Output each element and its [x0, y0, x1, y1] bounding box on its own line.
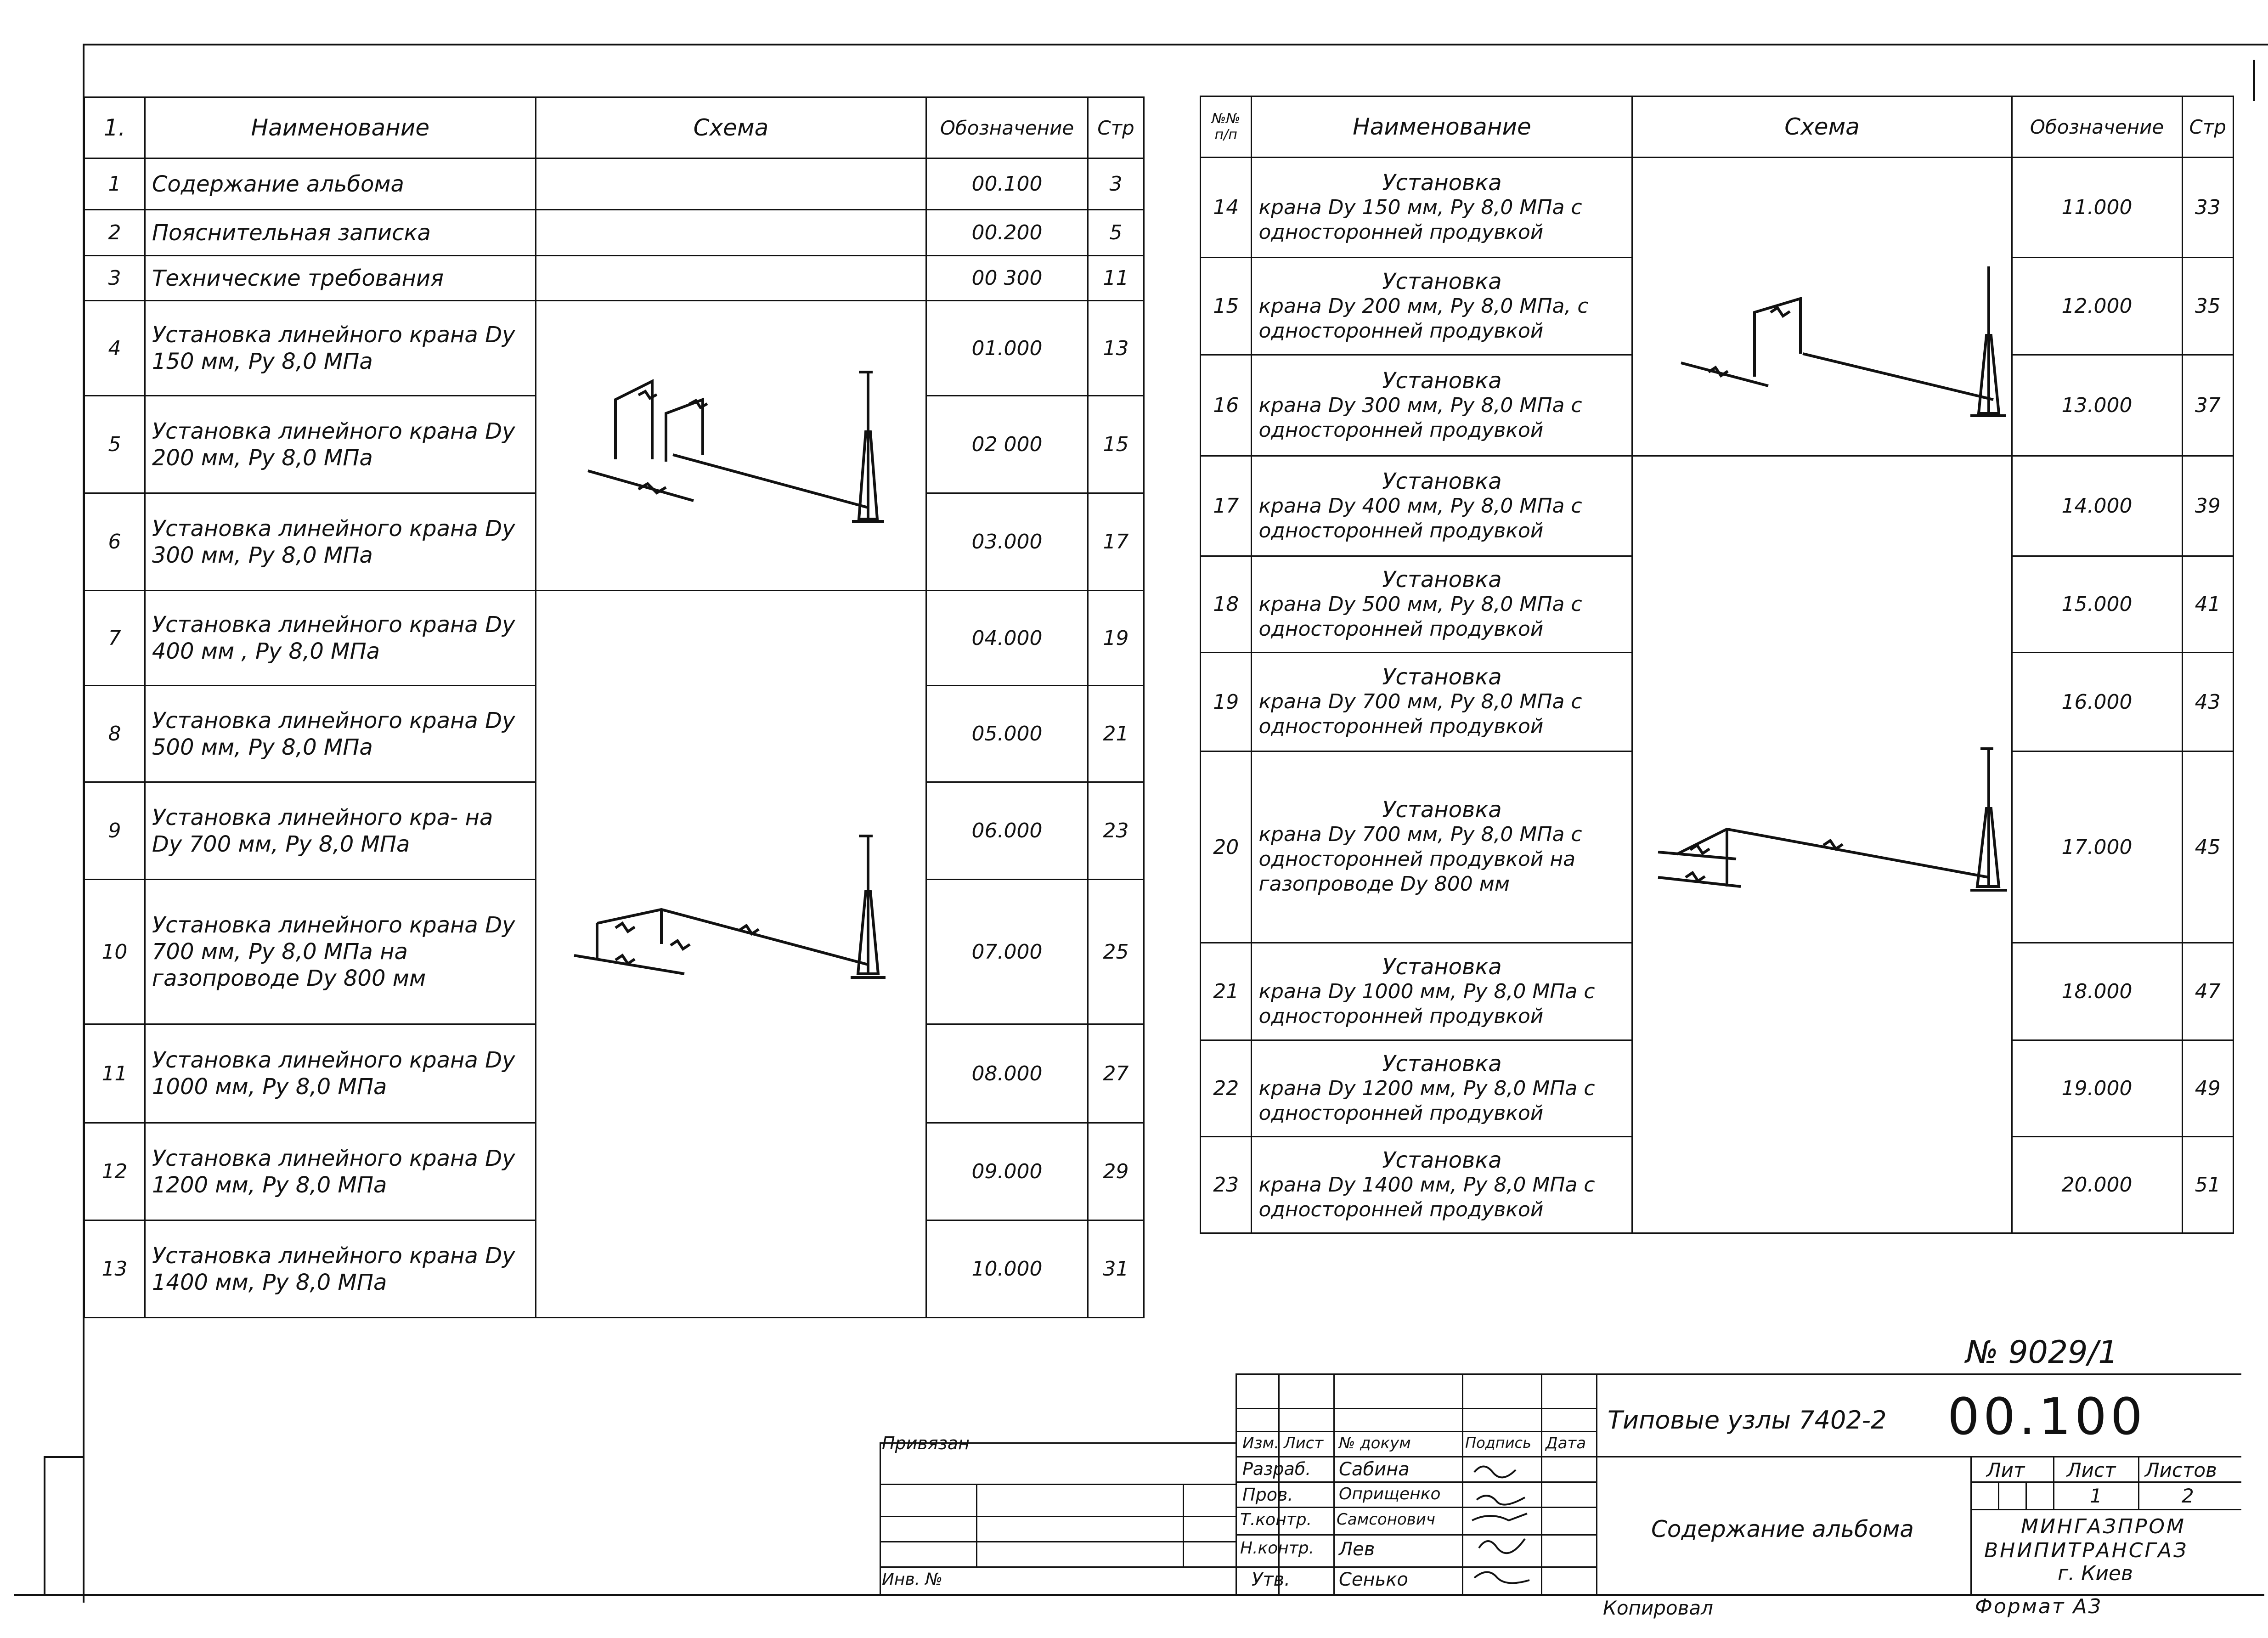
table-row: 11 Установка линейного крана Dу 1000 мм, Рy 8,0 МПа 08.000 27 [85, 1024, 1144, 1123]
table-row: 9 Установка линейного кра- на Dу 700 мм, Рy 8,0 МПа 06.000 23 [85, 782, 1144, 880]
sig-header-date: Дата [1546, 1434, 1586, 1452]
sig-header-list: Лист [1284, 1434, 1324, 1452]
table-row: 19 Установка крана Dу 700 мм, Рy 8,0 МПа с односторонней продувкой 16.000 43 [1201, 653, 2234, 751]
person-checker: Оприщенко [1339, 1485, 1441, 1503]
role-norm-control: Н.контр. [1240, 1539, 1315, 1558]
col-num-header: №№ п/п [1201, 96, 1252, 158]
table-row: 12 Установка линейного крана Dу 1200 мм, Рy 8,0 МПа 09.000 29 [85, 1123, 1144, 1220]
person-developer: Сабина [1339, 1459, 1410, 1480]
table-row: 6 Установка линейного крана Dу 300 мм, Рy 8,0 МПа 03.000 17 [85, 493, 1144, 591]
role-approver: Утв. [1252, 1569, 1290, 1590]
privyazan-label: Привязан [882, 1433, 970, 1453]
col-code-header: Обозначение [926, 97, 1088, 158]
person-approver: Сенько [1339, 1569, 1408, 1590]
inventory-label: Инв. № [882, 1570, 943, 1589]
table-row: 1 Содержание альбома 00.100 3 [85, 158, 1144, 210]
col-num-header: 1. [85, 97, 145, 158]
table-row: 18 Установка крана Dу 500 мм, Рy 8,0 МПа с односторонней продувкой 15.000 41 [1201, 556, 2234, 653]
series-title: Типовые узлы 7402-2 [1608, 1406, 1887, 1435]
table-row: 3 Технические требования 00 300 11 [85, 256, 1144, 301]
role-tech-control: Т.контр. [1240, 1510, 1312, 1529]
table-row: 13 Установка линейного крана Dу 1400 мм, Рy 8,0 МПа 10.000 31 [85, 1220, 1144, 1318]
sheets-count: 2 [2182, 1485, 2194, 1507]
scheme-drawing-valve-riser [583, 363, 905, 537]
table-row: 2 Пояснительная записка 00.200 5 [85, 210, 1144, 256]
col-code-header: Обозначение [2012, 96, 2182, 158]
sig-header-signature: Подпись [1465, 1434, 1531, 1452]
table-row: 16 Установка крана Dу 300 мм, Рy 8,0 МПа с односторонней продувкой 13.000 37 [1201, 355, 2234, 456]
table-header [1201, 96, 2234, 158]
contents-table-left [84, 96, 1145, 1318]
scheme-drawing-one-side-purge [1672, 262, 2016, 436]
frame-edge-mark [2253, 60, 2255, 101]
col-scheme-header: Схема [536, 97, 926, 158]
org-city: г. Киев [2058, 1562, 2133, 1585]
table-row: 22 Установка крана Dу 1200 мм, Рy 8,0 МПа с односторонней продувкой 19.000 49 [1201, 1040, 2234, 1137]
album-number: № 9029/1 [1966, 1334, 2118, 1371]
table-row: 8 Установка линейного крана Dу 500 мм, Рy 8,0 МПа 05.000 21 [85, 686, 1144, 782]
sig-header-doc: № докум [1339, 1434, 1411, 1452]
table-header [85, 97, 1144, 158]
binding-tab [44, 1456, 85, 1596]
col-page-header: Стр [2182, 96, 2234, 158]
document-title: Содержание альбома [1651, 1516, 1914, 1542]
col-scheme-header: Схема [1632, 96, 2012, 158]
table-row: 15 Установка крана Dу 200 мм, Рy 8,0 МПа, с односторонней продувкой 12.000 35 [1201, 258, 2234, 355]
lit-label: Лит [1986, 1459, 2025, 1481]
sheets-label: Листов [2145, 1459, 2217, 1481]
signature-marks [1465, 1456, 1539, 1594]
table-row: 21 Установка крана Dу 1000 мм, Рy 8,0 МПа с односторонней продувкой 18.000 47 [1201, 943, 2234, 1040]
sheet-label: Лист [2067, 1459, 2116, 1481]
col-page-header: Стр [1088, 97, 1144, 158]
scheme-drawing-one-side-purge-bypass [1649, 744, 2016, 900]
org-ministry: МИНГАЗПРОМ [2021, 1515, 2186, 1538]
person-tech-control: Самсонович [1337, 1510, 1435, 1529]
table-row: 17 Установка крана Dу 400 мм, Рy 8,0 МПа с односторонней продувкой 14.000 39 [1201, 456, 2234, 556]
table-row: 23 Установка крана Dу 1400 мм, Рy 8,0 МПа с односторонней продувкой 20.000 51 [1201, 1137, 2234, 1233]
copied-by: Копировал [1603, 1597, 1713, 1619]
col-name-header: Наименование [1252, 96, 1632, 158]
sheet-format: Формат А3 [1975, 1595, 2103, 1618]
frame-bottom-line [14, 1594, 2264, 1596]
person-norm-control: Лев [1339, 1539, 1375, 1560]
sig-header-izm: Изм. [1242, 1434, 1279, 1452]
role-checker: Пров. [1242, 1485, 1293, 1505]
sheet-number: 1 [2090, 1485, 2102, 1507]
table-row: 20 Установка крана Dу 700 мм, Рy 8,0 МПа с односторонней продувкой на газопроводе Dу 800 мм 17.000 45 [1201, 751, 2234, 943]
table-row: 5 Установка линейного крана Dу 200 мм, Рy 8,0 МПа 02 000 15 [85, 396, 1144, 493]
table-row: 4 Установка линейного крана Dу 150 мм, Рy 8,0 МПа 01.000 13 [85, 301, 1144, 396]
col-name-header: Наименование [145, 97, 536, 158]
table-row: 7 Установка линейного крана Dу 400 мм , Рy 8,0 МПа 04.000 19 [85, 591, 1144, 686]
table-row: 10 Установка линейного крана Dу 700 мм, Рy 8,0 МПа на газопроводе Dу 800 мм 07.000 25 [85, 880, 1144, 1024]
document-code: 00.100 [1947, 1387, 2146, 1446]
org-institute: ВНИПИТРАНСГАЗ [1984, 1539, 2189, 1562]
scheme-drawing-bypass [570, 827, 919, 992]
role-developer: Разраб. [1242, 1459, 1311, 1479]
title-block-top-line [1236, 1373, 2241, 1375]
table-row: 14 Установка крана Dу 150 мм, Рy 8,0 МПа с односторонней продувкой 11.000 33 [1201, 158, 2234, 258]
